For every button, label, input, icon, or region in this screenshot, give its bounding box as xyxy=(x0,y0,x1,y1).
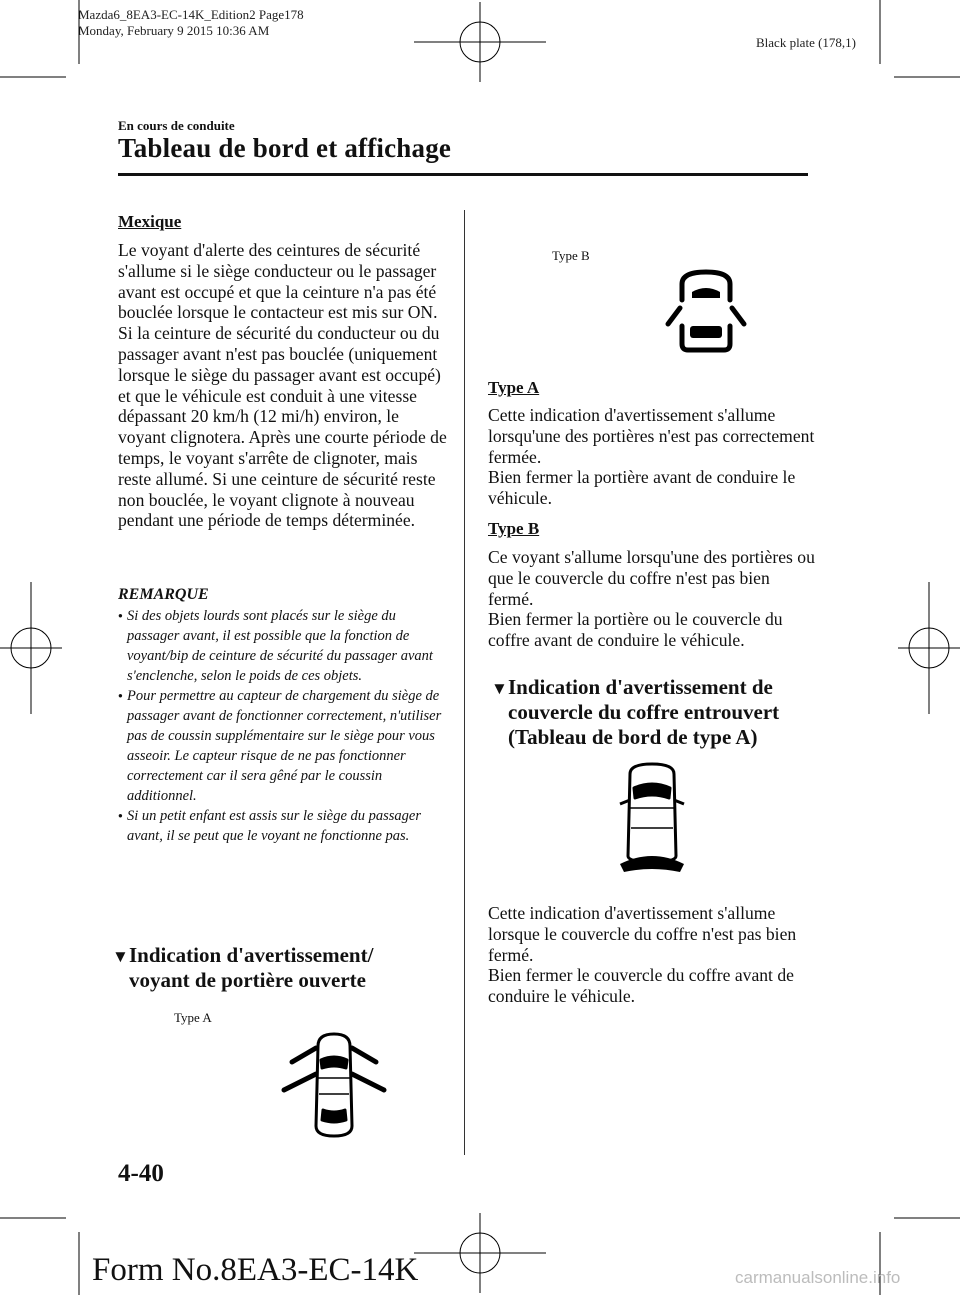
type-b-paragraph xyxy=(488,547,818,651)
type-a-text-1: Cette indication d'avertissement s'allume lorsqu'une des portières n'est pas correctement fermée. xyxy=(488,405,815,467)
subhead-type-a: Type A xyxy=(488,378,540,397)
column-divider xyxy=(464,210,465,1155)
note-item: ● Si un petit enfant est assis sur le siège du passager avant, il se peut que le voyant ne fonctionne pas. xyxy=(118,806,444,846)
hood-paragraph xyxy=(488,903,818,1007)
heading-trunk-ajar-line1: Indication d'avertissement de xyxy=(508,675,773,699)
heading-door-open-line1: Indication d'avertissement/ xyxy=(129,943,374,967)
type-a-paragraph xyxy=(488,405,818,509)
type-a-text-2: Bien fermer la portière avant de conduire le véhicule. xyxy=(488,467,796,509)
note-list xyxy=(118,606,444,846)
mexique-text-2: Si la ceinture de sécurité du conducteur ou du passager avant n'est pas bouclée (uniquement lorsque le siège du passager avant est occupé) et que le véhicule est conduit à une vitesse dépassant 20 km/h (12 mi/h) environ, le voyant clignotera. Après une courte période de temps, le voyant s'arrête de clignoter, mais reste allumé. Si une ceinture de sécurité reste non bouclée, le voyant clignote à nouveau pendant une période de temps déterminée. xyxy=(118,323,447,531)
subhead-type-b: Type B xyxy=(488,519,540,538)
triangle-down-icon: ▼ xyxy=(491,679,508,698)
print-header-line2: Monday, February 9 2015 10:36 AM xyxy=(78,23,270,38)
watermark: carmanualsonline.info xyxy=(735,1268,901,1287)
mexique-paragraph xyxy=(118,240,448,531)
heading-trunk-ajar-line3: (Tableau de bord de type A) xyxy=(508,725,758,749)
mexique-text-1: Le voyant d'alerte des ceintures de sécurité s'allume si le siège conducteur ou le passager avant est occupé et que la ceinture n'a pas été bouclée lorsque le contacteur est mis sur ON. xyxy=(118,240,438,323)
print-header-line1: Mazda6_8EA3-EC-14K_Edition2 Page178 xyxy=(78,7,304,22)
print-header-plate: Black plate (178,1) xyxy=(756,35,856,50)
car-hood-open-icon xyxy=(614,760,690,876)
figure-label-type-a: Type A xyxy=(174,1010,212,1025)
type-b-text-1: Ce voyant s'allume lorsqu'une des portières ou que le couvercle du coffre n'est pas bien fermé. xyxy=(488,547,815,609)
hood-text-1: Cette indication d'avertissement s'allume lorsque le couvercle du coffre n'est pas bien fermé. xyxy=(488,903,797,965)
note-item: ● Si des objets lourds sont placés sur le siège du passager avant, il est possible que la fonction de voyant/bip de ceinture de sécurité du passager avant s'enclenche, selon le poids de ces objets. xyxy=(118,606,444,686)
car-doors-open-icon xyxy=(276,1028,392,1142)
heading-door-open xyxy=(112,943,452,993)
note-item: ● Pour permettre au capteur de chargement du siège de passager avant de fonctionner correctement, n'utiliser pas de coussin supplémentaire sur le siège pour vous asseoir. Le capteur risque de ne pas fonctionner correctement car il sera gêné par le coussin additionnel. xyxy=(118,686,444,806)
print-header-file xyxy=(78,7,304,39)
subhead-mexique: Mexique xyxy=(118,212,182,231)
page-title: Tableau de bord et affichage xyxy=(118,133,452,163)
heading-trunk-ajar xyxy=(491,675,821,750)
heading-door-open-line2: voyant de portière ouverte xyxy=(129,968,366,992)
title-rule xyxy=(118,173,808,176)
heading-trunk-ajar-line2: couvercle du coffre entrouvert xyxy=(508,700,780,724)
figure-label-type-b: Type B xyxy=(552,248,590,263)
type-b-text-2: Bien fermer la portière ou le couvercle du coffre avant de conduire le véhicule. xyxy=(488,609,783,651)
hood-text-2: Bien fermer le couvercle du coffre avant de conduire le véhicule. xyxy=(488,965,794,1007)
form-number: Form No.8EA3-EC-14K xyxy=(92,1252,419,1288)
note-title: REMARQUE xyxy=(118,586,209,603)
door-open-warning-icon xyxy=(660,264,752,356)
page-number: 4-40 xyxy=(118,1160,164,1187)
triangle-down-icon: ▼ xyxy=(112,947,129,966)
section-label: En cours de conduite xyxy=(118,118,235,133)
